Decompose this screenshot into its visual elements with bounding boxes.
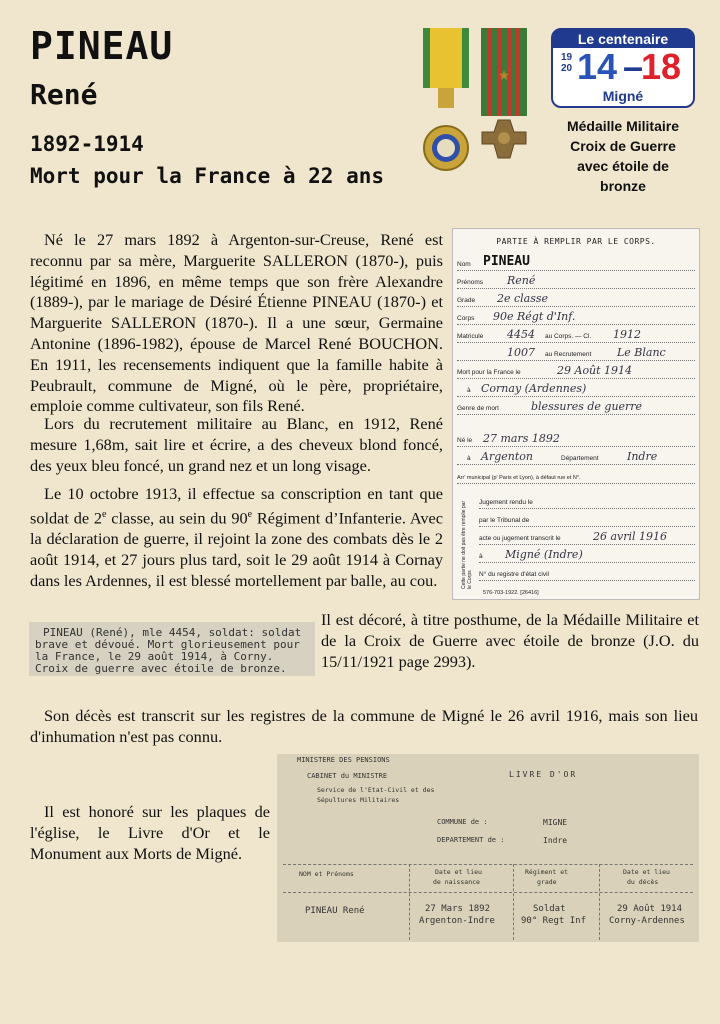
paragraph-decorations: Il est décoré, à titre posthume, de la Médaille Militaire et de la Croix de Guerre avec étoile de bronze (J.O. du 15/11/1921 page 2993). bbox=[321, 610, 699, 671]
livre-or-record: MINISTERE DES PENSIONS CABINET du MINISTRE Service de l'Etat-Civil et des Sépultures Militaires LIVRE D'OR COMMUNE de : MIGNE DEPARTEMENT de : Indre NOM et Prénoms Date et lieu de naissance Régiment et grade Date et lieu du décès PINEAU René 27 Mars 1892 Argenton-Indre Soldat 90° Regt Inf 29 Août 1914 Corny-Ardennes bbox=[277, 754, 699, 942]
card-prenoms: René bbox=[507, 274, 536, 287]
livre-nom: PINEAU René bbox=[305, 906, 365, 916]
card-ne-date: 27 mars 1892 bbox=[483, 432, 560, 445]
paragraph-inhumation: Son décès est transcrit sur les registres de la commune de Migné le 26 avril 1916, mais son lieu d'inhumation n'est pas connu. bbox=[30, 706, 698, 746]
card-footer: 576-703-1922. [26416] bbox=[483, 590, 539, 596]
card-mort-lieu: Cornay (Ardennes) bbox=[481, 382, 587, 395]
journal-officiel-clipping: PINEAU (René), mle 4454, soldat: soldat brave et dévoué. Mort glorieusement pour la France, le 29 août 1914, à Corny. Croix de guerre avec étoile de bronze. bbox=[29, 622, 315, 676]
firstname-title: René bbox=[30, 78, 98, 111]
livre-title: LIVRE D'OR bbox=[509, 770, 578, 779]
card-classe: 1912 bbox=[613, 328, 641, 341]
card-corps: 90e Régt d'Inf. bbox=[493, 310, 576, 323]
svg-text:★: ★ bbox=[497, 68, 511, 84]
logo-century: 19 20 bbox=[561, 52, 573, 74]
livre-commune: MIGNE bbox=[543, 818, 568, 827]
logo-title: Le centenaire bbox=[553, 30, 693, 48]
card-acte-date: 26 avril 1916 bbox=[593, 530, 668, 543]
card-mort-date: 29 Août 1914 bbox=[557, 364, 633, 377]
card-ne-lieu: Argenton bbox=[481, 450, 533, 463]
card-recrutement: 1007 bbox=[507, 346, 535, 359]
card-recrut-lieu: Le Blanc bbox=[617, 346, 666, 359]
death-subtitle: Mort pour la France à 22 ans bbox=[30, 164, 385, 188]
medaille-militaire-icon bbox=[423, 28, 469, 170]
medal-caption: Médaille Militaire Croix de Guerre avec étoile de bronze bbox=[566, 118, 680, 194]
logo-place: Migné bbox=[602, 88, 644, 104]
paragraph-recruitment: Lors du recrutement militaire au Blanc, en 1912, René mesure 1,68m, sait lire et écrire, a des cheveux blond foncé, des yeux bleu foncé, un grand nez et un long visage. bbox=[30, 414, 443, 475]
card-matricule: 4454 bbox=[507, 328, 535, 341]
paragraph-honors: Il est honoré sur les plaques de l'église, le Livre d'Or et le Monument aux Morts de Migné. bbox=[30, 802, 270, 863]
card-dept: Indre bbox=[627, 450, 658, 463]
logo-18: 18 bbox=[641, 46, 682, 87]
card-nom: PINEAU bbox=[483, 254, 530, 269]
paragraph-family: Né le 27 mars 1892 à Argenton-sur-Creuse, René est reconnu par sa mère, Marguerite SALLERON (1870-), puis légitimé en 1896, en même temps que son frère Alexandre (1889-), par le mariage de Désiré Étienne PINEAU (1870-) et Marguerite SALLERON (1870-). Il a une sœur, Germaine Antonine (1896-1982), épouse de Marcel René BOUCHON. En 1911, les recensements indiquent que la famille habite à Peubrault, commune de Migné, où le père, propriétaire, emploie comme cultivateur, son fils René. bbox=[30, 230, 443, 416]
death-record-card: PARTIE À REMPLIR PAR LE CORPS. Nom PINEAU Prénoms René Grade 2e classe Corps 90e Régt d'Inf. Matricule 4454 au Corps. — Cl. 1912 1007 au Recrutement Le Blanc Mort pour la France le 29 Août 1914 à Cornay (Ardennes) Genre de mort blessures de guerre Né le 27 mars 1892 à Argenton Département Indre Arr' municipal (p' Paris et Lyon), à défaut rue et N°. Cette partie ne doit pas être remplie par le Corps Jugement rendu le par le Tribunal de acte ou jugement transcrit le 26 avril 1916 à Migné (Indre) N° du registre d'état civil 576-703-1922. [26416] bbox=[452, 228, 700, 600]
card-acte-lieu: Migné (Indre) bbox=[505, 548, 583, 561]
card-side-note: Cette partie ne doit pas être remplie par le Corps bbox=[461, 500, 473, 589]
surname-title: PINEAU bbox=[30, 24, 174, 68]
livre-dept: Indre bbox=[543, 836, 568, 845]
life-dates: 1892-1914 bbox=[30, 132, 144, 156]
logo-dash: – bbox=[623, 46, 644, 87]
card-genre: blessures de guerre bbox=[531, 400, 643, 413]
croix-de-guerre-icon bbox=[481, 28, 527, 158]
logo-14: 14 bbox=[577, 46, 618, 87]
card-grade: 2e classe bbox=[497, 292, 549, 305]
medals-image bbox=[418, 28, 544, 182]
centenaire-logo bbox=[551, 28, 695, 108]
paragraph-war: Le 10 octobre 1913, il effectue sa conscription en tant que soldat de 2e classe, au sein du 90e Régiment d’Infanterie. Avec la déclaration de guerre, il rejoint la zone des combats dès le 2 août 1914, et 27 jours plus tard, soit le 29 août 1914 à Cornay dans les Ardennes, il est blessé mortellement par balle, au cou. bbox=[30, 484, 444, 590]
card-header: PARTIE À REMPLIR PAR LE CORPS. bbox=[496, 237, 656, 246]
